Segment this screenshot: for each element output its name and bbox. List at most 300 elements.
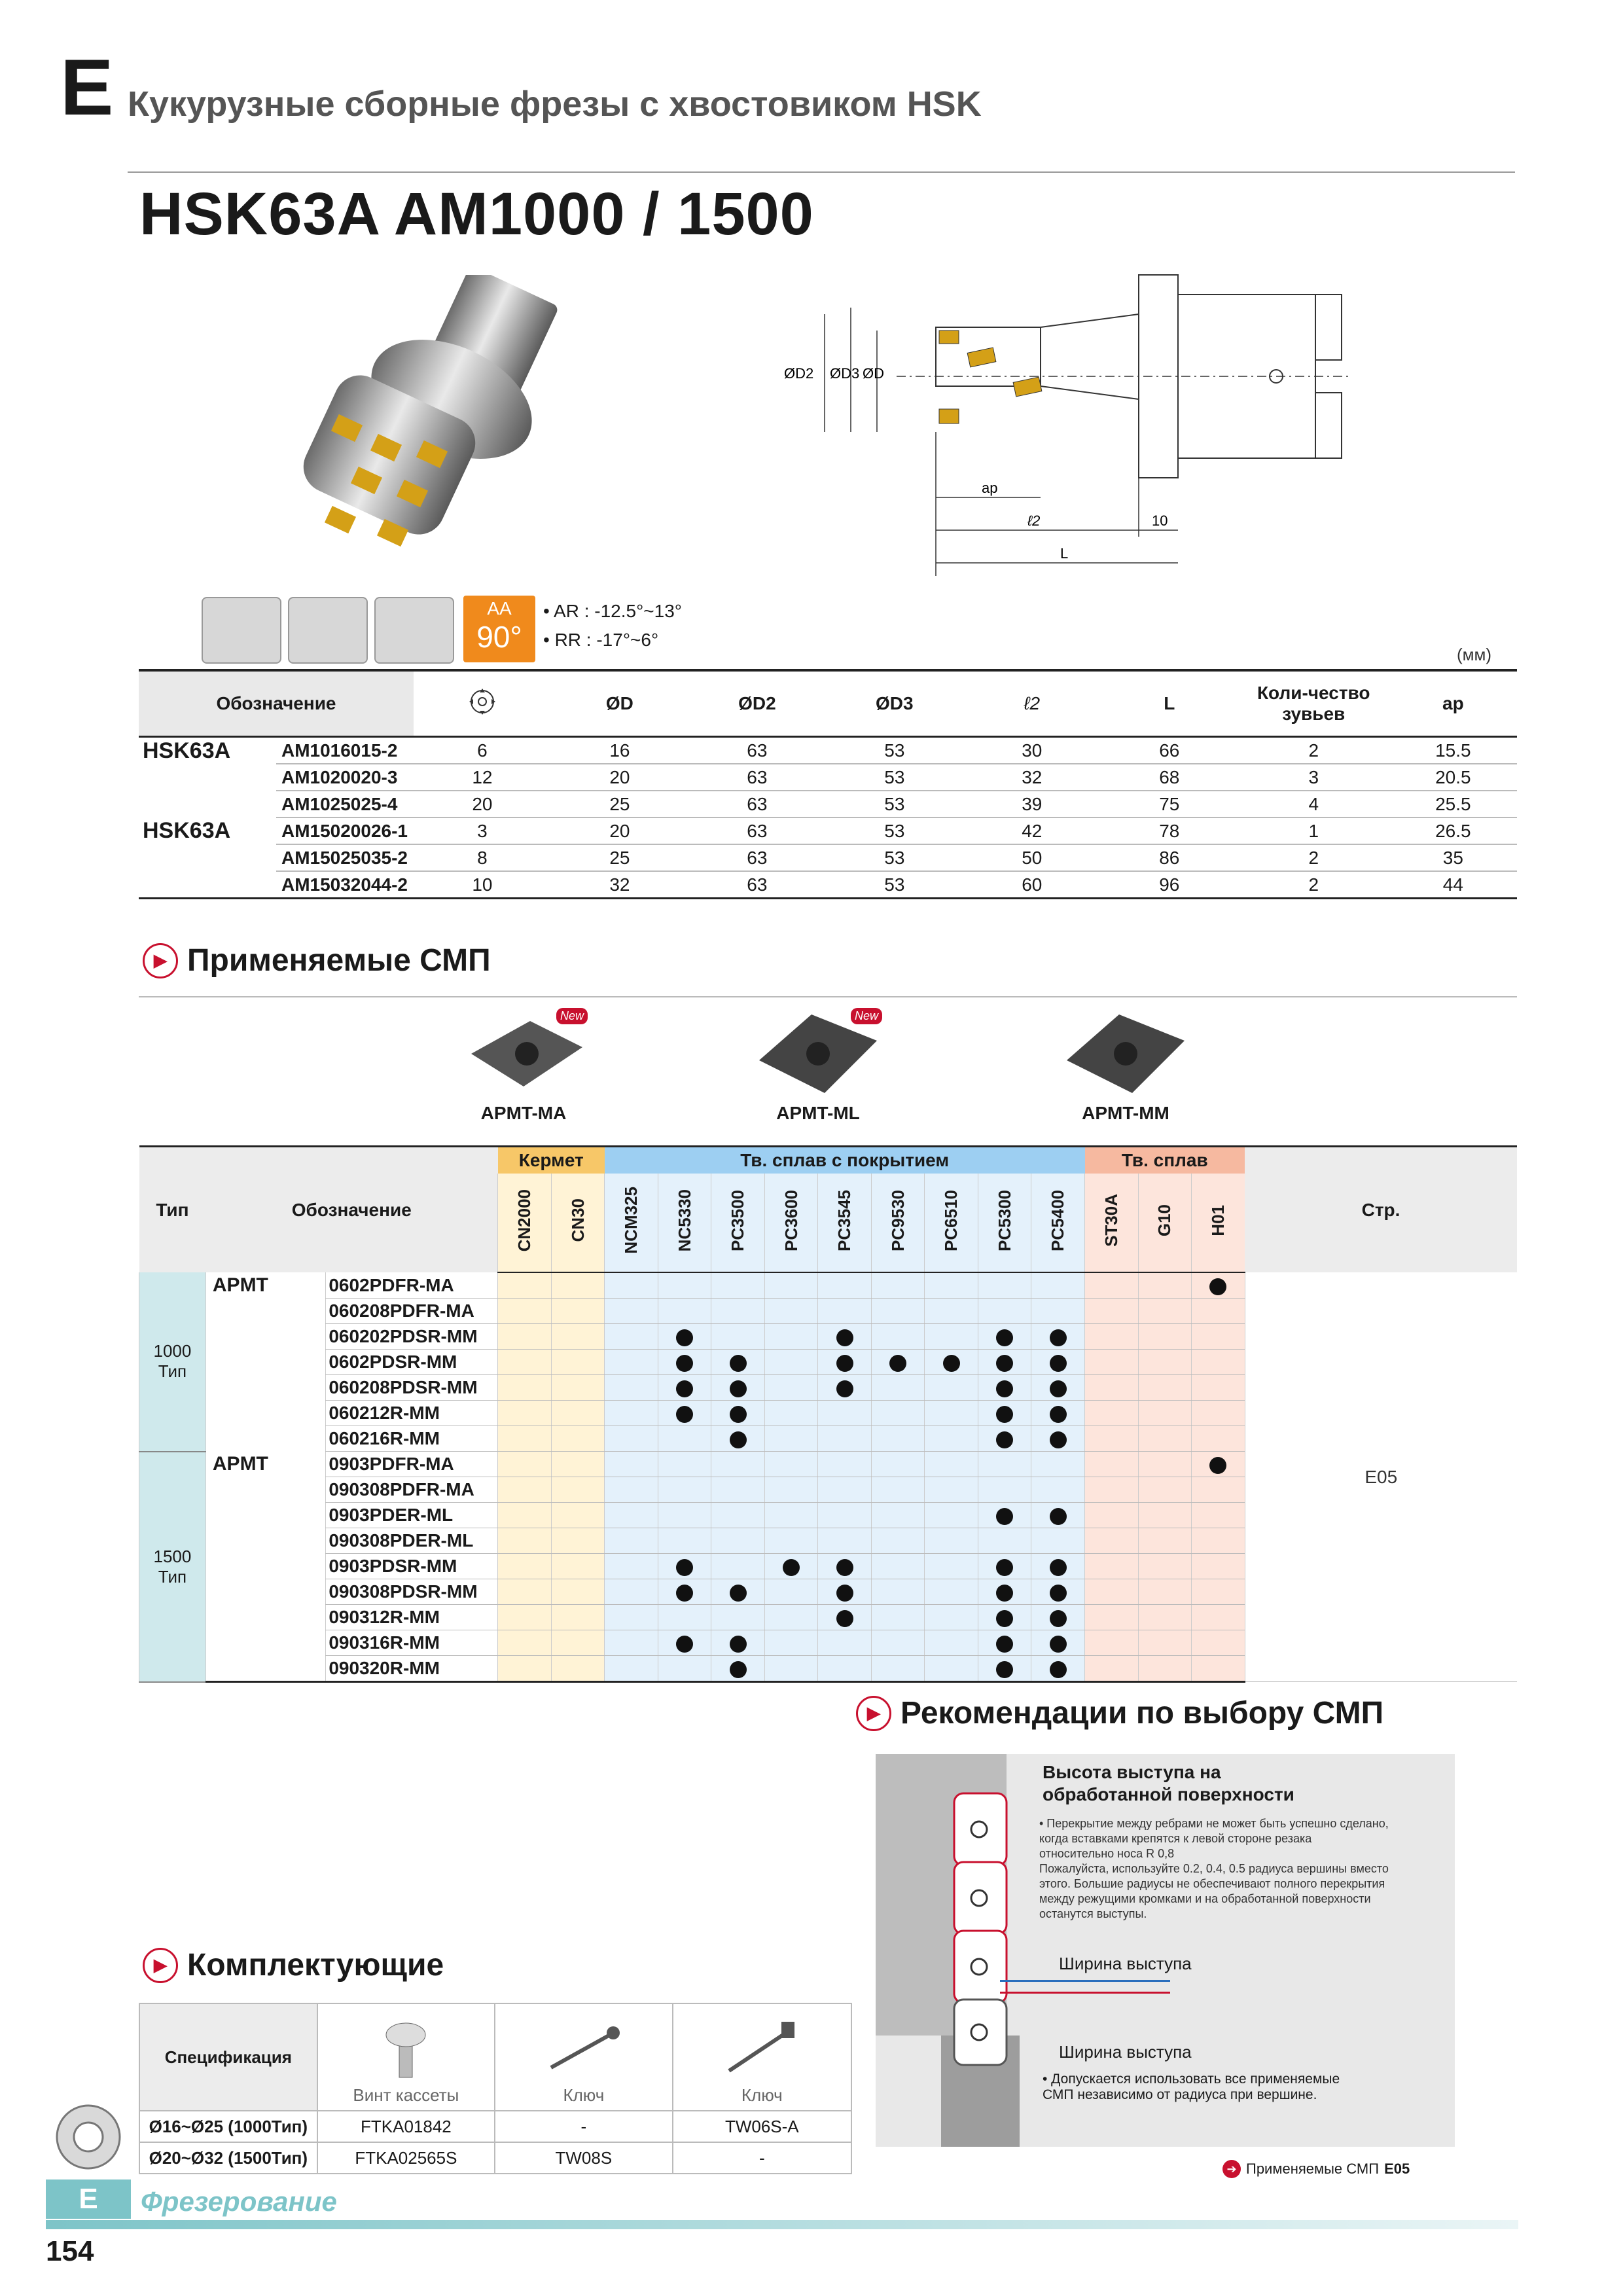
grade-cell [605,1401,658,1426]
grade-cell [1138,1375,1192,1401]
grade-cell [1085,1630,1139,1656]
insert-prefix [205,1375,325,1401]
col-l2: ℓ2 [963,670,1101,737]
arrow-right-icon: ➔ [1222,2160,1241,2178]
availability-dot [1050,1508,1067,1525]
grade-cell [1138,1324,1192,1350]
spec-cell: 53 [826,844,963,871]
operation-icon-1 [202,597,281,664]
acc-cell: TW06S-A [673,2111,851,2142]
units-label: (мм) [1457,645,1492,664]
grade-cell [605,1375,658,1401]
grade-cell [925,1477,978,1503]
grade-cell [1031,1554,1085,1579]
insert-code: 090308PDSR-MM [326,1579,498,1605]
recommend-note-2 [1043,2072,1435,2103]
accessories-table [139,2003,852,2174]
grade-cell [818,1579,872,1605]
spec-row [139,791,1517,817]
operation-icon-3 [374,597,454,664]
grade-cell [1031,1426,1085,1452]
grade-cell [605,1528,658,1554]
insert-code: 090320R-MM [326,1656,498,1682]
grade-cell [605,1554,658,1579]
grade-cell [1085,1375,1139,1401]
type-number: 1000 [153,1341,192,1361]
grade-name: ST30A [1101,1194,1121,1247]
insert-label: APMT-MA [480,1103,567,1123]
grade-cell [498,1350,552,1375]
grade-cell [1085,1350,1139,1375]
grade-cell [978,1426,1031,1452]
acc-col-label: Ключ [741,2085,783,2105]
new-badge: New [556,1008,588,1024]
grade-cell [925,1656,978,1682]
cutter-designation: AM1016015-2 [276,737,414,764]
grade-cell [711,1299,765,1324]
insert-code: 0903PDFR-MA [326,1452,498,1477]
grade-cell [498,1630,552,1656]
spec-cell: 63 [688,791,826,817]
footer-bar [46,2220,1518,2229]
availability-dot [996,1329,1013,1346]
grade-cell [711,1477,765,1503]
col-designation: Обозначение [205,1147,497,1273]
grade-cell [711,1324,765,1350]
grade-cell [764,1630,818,1656]
screw-icon [366,2015,445,2081]
grade-header-st30a [1085,1174,1139,1272]
col-d: ØD [551,670,688,737]
dim-10: 10 [1152,512,1168,529]
spec-cell: 53 [826,817,963,844]
insert-apmt-mm [1060,1008,1191,1126]
grade-cell [1192,1656,1245,1682]
grade-cell [1192,1528,1245,1554]
grade-header-pc5400 [1031,1174,1085,1272]
spec-cell: 12 [414,764,551,791]
grade-cell [1138,1272,1192,1299]
grade-cell [658,1528,711,1554]
grade-cell [498,1554,552,1579]
insert-prefix [205,1503,325,1528]
grade-cell [925,1630,978,1656]
grade-cell [498,1503,552,1528]
spec-cell: 42 [963,817,1101,844]
insert-code: 090312R-MM [326,1605,498,1630]
grade-cell [818,1528,872,1554]
inserts-section-title [143,942,491,978]
spec-cell: 32 [963,764,1101,791]
spec-cell: 63 [688,817,826,844]
col-coated: Тв. сплав с покрытием [605,1147,1085,1174]
availability-dot [1050,1406,1067,1423]
grade-header-row [139,1147,1518,1174]
acc-col-screw [317,2003,495,2111]
spec-row [139,737,1517,764]
grade-cell [978,1375,1031,1401]
grade-cell [764,1272,818,1299]
grade-cell [1085,1503,1139,1528]
spec-cell: 2 [1238,871,1389,899]
grade-cell [871,1630,925,1656]
grade-cell [978,1630,1031,1656]
grade-cell [978,1656,1031,1682]
grade-cell [1031,1605,1085,1630]
acc-cell: FTKA01842 [317,2111,495,2142]
grade-cell [978,1272,1031,1299]
operation-icon-2 [288,597,368,664]
grade-header-cn30 [551,1174,605,1272]
grade-cell [1192,1324,1245,1350]
insert-prefix [205,1579,325,1605]
grade-header-pc6510 [925,1174,978,1272]
cutter-thumbnail [46,2101,131,2173]
grade-cell [498,1452,552,1477]
col-cermet: Кермет [498,1147,605,1174]
spec-row [139,817,1517,844]
holder-group [139,791,276,817]
col-carbide: Тв. сплав [1085,1147,1245,1174]
note-line: относительно носа R 0,8 [1039,1847,1175,1860]
spec-cell: 60 [963,871,1101,899]
grade-cell [1192,1477,1245,1503]
availability-dot [730,1636,747,1653]
spec-cell: 75 [1101,791,1238,817]
grade-cell [818,1477,872,1503]
grade-cell [871,1324,925,1350]
insert-code: 0602PDFR-MA [326,1272,498,1299]
grade-cell [818,1426,872,1452]
grade-cell [978,1350,1031,1375]
availability-dot [996,1380,1013,1397]
availability-dot [996,1559,1013,1576]
grade-cell [978,1324,1031,1350]
acc-row-label: Ø16~Ø25 (1000Тип) [139,2111,317,2142]
holder-group: HSK63A [143,738,231,763]
grade-cell [871,1554,925,1579]
availability-dot [996,1355,1013,1372]
grade-cell [1031,1630,1085,1656]
spec-row [139,764,1517,791]
dim-ap: ap [982,480,998,496]
availability-dot [1050,1636,1067,1653]
grade-cell [764,1656,818,1682]
availability-dot [836,1380,853,1397]
grade-cell [1085,1272,1139,1299]
grade-cell [551,1299,605,1324]
grade-cell [1192,1579,1245,1605]
grade-cell [1031,1503,1085,1528]
grade-cell [818,1401,872,1426]
grade-cell [1192,1375,1245,1401]
availability-dot [996,1661,1013,1678]
spec-cell: 1 [1238,817,1389,844]
grade-cell [1138,1299,1192,1324]
availability-dot [676,1380,693,1397]
insert-prefix [205,1630,325,1656]
cutter-designation: AM15032044-2 [276,871,414,899]
grade-cell [1138,1426,1192,1452]
grade-cell [764,1477,818,1503]
availability-dot [836,1559,853,1576]
grade-cell [871,1452,925,1477]
grade-cell [818,1272,872,1299]
availability-dot [1050,1431,1067,1448]
grade-cell [1138,1605,1192,1630]
key-icon [716,2015,808,2081]
spec-cell: 3 [1238,764,1389,791]
grade-cell [711,1272,765,1299]
grade-cell [498,1375,552,1401]
grade-cell [658,1350,711,1375]
grade-header-pc5300 [978,1174,1031,1272]
grade-cell [871,1350,925,1375]
grade-cell [818,1554,872,1579]
grade-cell [1138,1630,1192,1656]
applicable-inserts-ref[interactable] [1222,2160,1410,2178]
spec-cell: 20.5 [1389,764,1517,791]
grade-cell [1031,1299,1085,1324]
grade-cell [551,1401,605,1426]
grade-cell [978,1401,1031,1426]
grade-cell [551,1579,605,1605]
tab-letter: E [46,2179,131,2219]
availability-dot [1209,1457,1226,1474]
grade-cell [764,1579,818,1605]
insert-code: 060208PDSR-MM [326,1375,498,1401]
ref-text: Применяемые СМП [1246,2161,1380,2177]
grade-cell [871,1605,925,1630]
grade-cell [764,1299,818,1324]
grade-cell [978,1605,1031,1630]
grade-cell [1192,1299,1245,1324]
grade-cell [1192,1272,1245,1299]
spec-cell: 16 [551,737,688,764]
grade-cell [1138,1656,1192,1682]
grade-cell [764,1324,818,1350]
grade-cell [1192,1401,1245,1426]
insert-code: 090316R-MM [326,1630,498,1656]
grade-name: CN2000 [514,1189,534,1252]
insert-prefix [205,1350,325,1375]
grade-name: PC3500 [728,1189,748,1251]
insert-code: 060202PDSR-MM [326,1324,498,1350]
insert-code: 060208PDFR-MA [326,1299,498,1324]
grade-cell [605,1579,658,1605]
insert-prefix [205,1554,325,1579]
grade-cell [1031,1477,1085,1503]
section-name: Фрезерование [141,2186,337,2217]
grade-cell [711,1656,765,1682]
acc-row-label: Ø20~Ø32 (1500Тип) [139,2142,317,2174]
holder-group: HSK63A [143,818,231,843]
recommend-panel [876,1754,1455,2147]
grade-cell [1192,1605,1245,1630]
availability-dot [1050,1661,1067,1678]
note-line: Пожалуйста, используйте 0.2, 0.4, 0.5 радиуса вершины вместо [1039,1862,1389,1875]
grade-cell [1192,1630,1245,1656]
col-teeth: Коли-чество зувьев [1238,670,1389,737]
dim-d3: ØD3 [830,365,860,382]
play-icon: ▶ [143,1948,178,1983]
grade-cell [711,1605,765,1630]
grade-cell [1138,1477,1192,1503]
acc-col-key2 [673,2003,851,2111]
insert-code: 0602PDSR-MM [326,1350,498,1375]
grade-cell [871,1528,925,1554]
acc-cell: TW08S [495,2142,672,2174]
grade-cell [711,1503,765,1528]
grade-name: CN30 [567,1198,588,1242]
availability-dot [996,1508,1013,1525]
spec-cell: 25.5 [1389,791,1517,817]
grade-cell [925,1375,978,1401]
availability-dot [836,1329,853,1346]
availability-dot [676,1329,693,1346]
grade-cell [498,1401,552,1426]
availability-dot [996,1406,1013,1423]
grade-cell [1031,1324,1085,1350]
insert-prefix [205,1656,325,1682]
grade-cell [925,1350,978,1375]
grade-cell [925,1272,978,1299]
grade-cell [551,1503,605,1528]
grade-cell [1192,1452,1245,1477]
availability-dot [1050,1380,1067,1397]
availability-dot [1209,1278,1226,1295]
grade-cell [1031,1272,1085,1299]
spec-cell: 20 [551,764,688,791]
tooth-count-icon [467,687,497,717]
col-d3: ØD3 [826,670,963,737]
type-word: Тип [158,1566,187,1587]
grade-cell [871,1272,925,1299]
insert-code: 090308PDER-ML [326,1528,498,1554]
grade-cell [605,1503,658,1528]
spec-cell: 53 [826,791,963,817]
type-word: Тип [158,1361,187,1382]
availability-dot [676,1636,693,1653]
col-L: L [1101,670,1238,737]
grade-cell [978,1477,1031,1503]
page-ref-cell: E05 [1245,1272,1517,1682]
insert-code: 0903PDSR-MM [326,1554,498,1579]
spec-cell: 10 [414,871,551,899]
grade-name: PC3545 [834,1189,855,1251]
grade-cell [1085,1426,1139,1452]
grade-cell [925,1605,978,1630]
new-badge: New [851,1008,882,1024]
grade-cell [551,1605,605,1630]
grade-cell [711,1452,765,1477]
availability-dot [783,1559,800,1576]
availability-dot [836,1610,853,1627]
grade-cell [605,1324,658,1350]
spec-cell: 20 [551,817,688,844]
grade-header-pc9530 [871,1174,925,1272]
spec-cell: 66 [1101,737,1238,764]
recommend-note-1 [1039,1816,1445,1922]
spec-cell: 8 [414,844,551,871]
grade-cell [605,1630,658,1656]
grade-cell [658,1656,711,1682]
col-page: Стр. [1245,1147,1517,1273]
grade-cell [925,1401,978,1426]
grade-cell [551,1272,605,1299]
grade-cell [818,1656,872,1682]
grade-cell [871,1426,925,1452]
grade-cell [551,1452,605,1477]
grade-cell [764,1401,818,1426]
spec-table [139,669,1517,899]
availability-dot [1050,1585,1067,1602]
grade-cell [605,1656,658,1682]
cutter-designation: AM1020020-3 [276,764,414,791]
spec-cell: 20 [414,791,551,817]
grade-cell [498,1299,552,1324]
grade-name: NCM325 [621,1187,641,1254]
grade-cell [978,1579,1031,1605]
availability-dot [996,1610,1013,1627]
grade-cell [498,1579,552,1605]
grade-cell [1031,1528,1085,1554]
grade-header-pc3545 [818,1174,872,1272]
grade-cell [871,1299,925,1324]
grade-cell [551,1426,605,1452]
grade-cell [605,1272,658,1299]
grade-cell [871,1656,925,1682]
section-divider [139,996,1517,997]
grade-header-cn2000 [498,1174,552,1272]
col-type: Тип [139,1147,206,1273]
insert-prefix [205,1426,325,1452]
grade-cell [498,1605,552,1630]
grade-cell [1085,1656,1139,1682]
grade-cell [658,1299,711,1324]
grade-cell [1031,1401,1085,1426]
insert-prefix [205,1477,325,1503]
grade-cell [551,1477,605,1503]
insert-prefix [205,1324,325,1350]
inserts-title-text: Применяемые СМП [187,943,491,978]
grade-cell [1085,1554,1139,1579]
note-line: когда вставками крепятся к левой стороне резака [1039,1832,1312,1845]
note-line: этого. Большие радиусы не обеспечивают полного перекрытия [1039,1877,1385,1890]
spec-cell: 15.5 [1389,737,1517,764]
grade-cell [711,1350,765,1375]
grade-cell [871,1579,925,1605]
col-ap: ap [1389,670,1517,737]
grade-cell [711,1554,765,1579]
grade-cell [925,1324,978,1350]
grade-name: G10 [1154,1204,1175,1237]
grade-cell [711,1426,765,1452]
acc-col-key1 [495,2003,672,2111]
note-line: останутся выступы. [1039,1907,1147,1920]
spec-cell: 63 [688,871,826,899]
availability-dot [730,1585,747,1602]
grade-cell [925,1452,978,1477]
grade-cell [1085,1452,1139,1477]
note-line: СМП независимо от радиуса при вершине. [1043,2087,1317,2102]
box-title-2: обработанной поверхности [1043,1784,1294,1804]
acc-col-label: Ключ [563,2085,605,2105]
holder-group [139,764,276,791]
grade-cell [764,1426,818,1452]
grade-header-h01 [1192,1174,1245,1272]
dim-L: L [1060,545,1069,562]
